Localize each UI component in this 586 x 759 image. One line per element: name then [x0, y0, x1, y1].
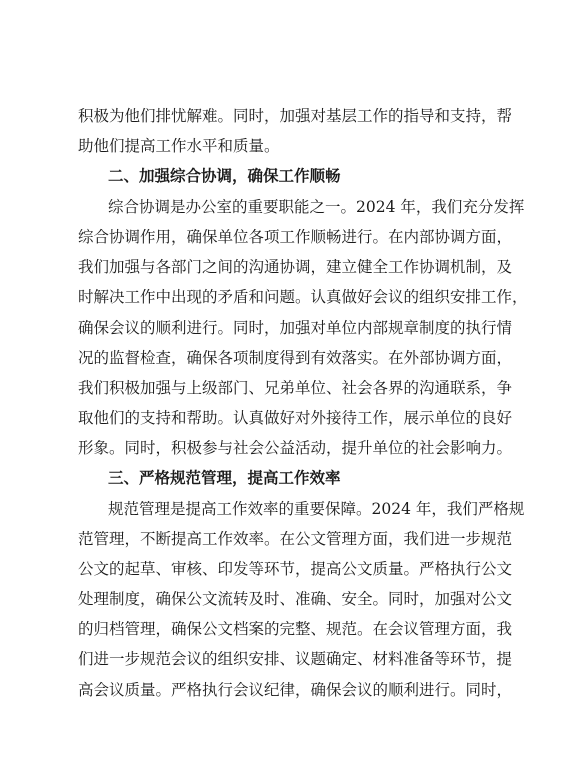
body-text-line: 高会议质量。严格执行会议纪律，确保会议的顺利进行。同时， [78, 681, 513, 699]
body-text-line: 我们积极加强与上级部门、兄弟单位、社会各界的沟通联系，争 [78, 379, 513, 397]
body-text-line: 的归档管理，确保公文档案的完整、规范。在会议管理方面，我 [78, 620, 513, 638]
section-heading: 二、加强综合协调，确保工作顺畅 [108, 167, 341, 185]
body-text-line: 助他们提高工作水平和质量。 [78, 137, 280, 155]
body-text-line: 我们加强与各部门之间的沟通协调，建立健全工作协调机制，及 [78, 258, 513, 276]
body-text-line: 范管理，不断提高工作效率。在公文管理方面，我们进一步规范 [78, 530, 513, 548]
body-text-line: 取他们的支持和帮助。认真做好对外接待工作，展示单位的良好 [78, 409, 513, 427]
body-text-line: 综合协调是办公室的重要职能之一。2024 年，我们充分发挥 [108, 198, 525, 216]
body-text-line: 们进一步规范会议的组织安排、议题确定、材料准备等环节，提 [78, 650, 513, 668]
body-text-line: 公文的起草、审核、印发等环节，提高公文质量。严格执行公文 [78, 560, 513, 578]
body-text-line: 时解决工作中出现的矛盾和问题。认真做好会议的组织安排工作， [78, 288, 528, 306]
body-text-line: 综合协调作用，确保单位各项工作顺畅进行。在内部协调方面， [78, 228, 513, 246]
body-text-line: 积极为他们排忧解难。同时，加强对基层工作的指导和支持，帮 [78, 107, 513, 125]
body-text-line: 确保会议的顺利进行。同时，加强对单位内部规章制度的执行情 [78, 319, 513, 337]
section-heading: 三、严格规范管理，提高工作效率 [108, 469, 341, 487]
body-text-line: 处理制度，确保公文流转及时、准确、安全。同时，加强对公文 [78, 590, 513, 608]
body-text-line: 况的监督检查，确保各项制度得到有效落实。在外部协调方面， [78, 349, 513, 367]
body-text-line: 形象。同时，积极参与社会公益活动，提升单位的社会影响力。 [78, 439, 513, 457]
body-text-line: 规范管理是提高工作效率的重要保障。2024 年，我们严格规 [108, 500, 525, 518]
